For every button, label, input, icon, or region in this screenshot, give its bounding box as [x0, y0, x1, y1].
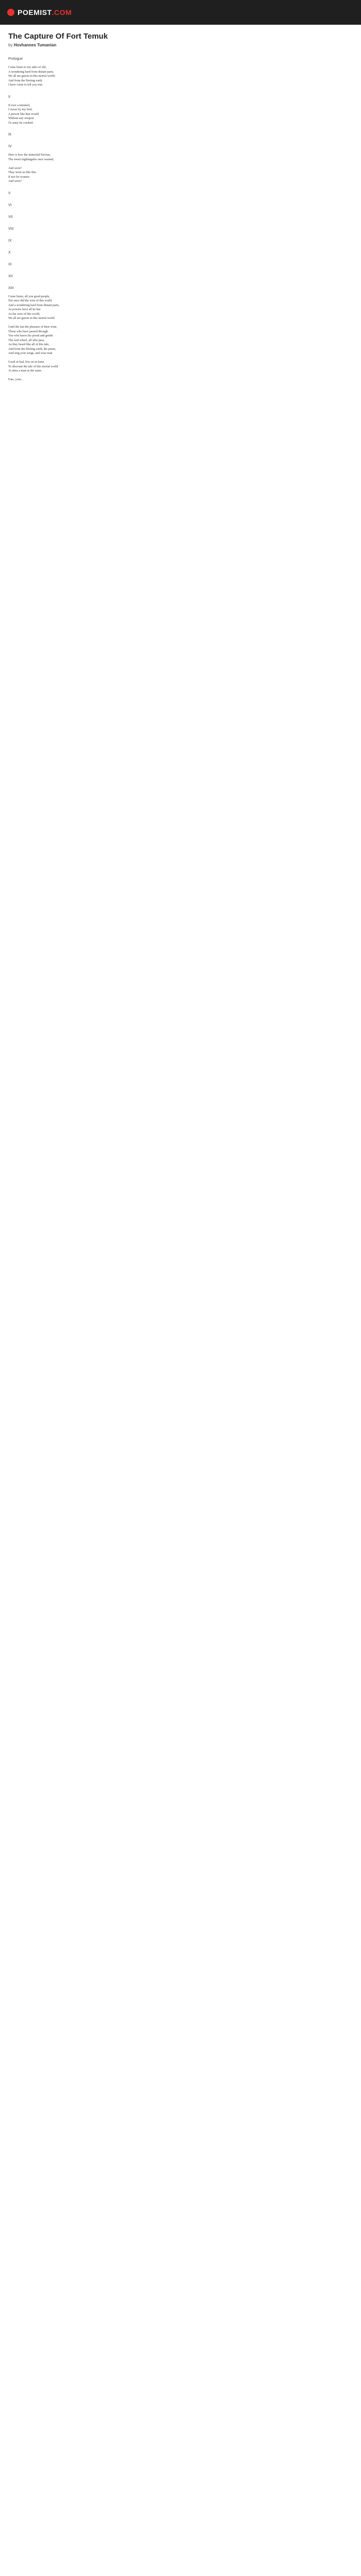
- poemist-logo-icon: [7, 9, 14, 16]
- section-marker: XI: [8, 262, 12, 266]
- section-marker: Prologue: [8, 57, 23, 61]
- poem-stanza: If ever a minstrel, I swear by my lord, A person like that would Without any weapon Or army be crushed.: [8, 104, 39, 125]
- site-logo[interactable]: [7, 8, 72, 16]
- poem-body: [8, 57, 353, 382]
- poem-section: [8, 239, 353, 243]
- logo-tld: .COM: [52, 8, 72, 16]
- poem-byline: [8, 43, 353, 47]
- section-marker: VIII: [8, 227, 14, 231]
- poem-stanza: Come listen to my tales of old, A wondering bard from distant parts, We all are guests in this mortal world; And from the fleeting earth I have come to tell you true.: [8, 66, 56, 87]
- poem-section: [8, 274, 353, 279]
- section-marker: XII: [8, 274, 13, 278]
- poem-section: [8, 132, 353, 137]
- poem-section: [8, 144, 353, 184]
- section-marker: IX: [8, 239, 12, 243]
- poem-stanza: Come listen, all you good people, Not once did the wise of this world And a wondering bard from distant parts, As powers have all he has As the wise of this world, We all are guests in this mortal world Until the last the pleasure of their wine, Those who have passed through You who know his proud and gentle The lord wheel, all who pass, As they heard like all of this tale, And from the fleeting earth, the poem, And sing your songs, and wise man Good or bad, live on in fame. To discount the tale of this mortal world At alms a man as the same. Fare, your...: [8, 295, 60, 381]
- section-marker: III: [8, 133, 11, 137]
- section-marker: XIII: [8, 286, 14, 290]
- section-marker: V: [8, 191, 11, 195]
- poem-section: [8, 250, 353, 255]
- section-marker: VI: [8, 203, 12, 207]
- poem-section: [8, 215, 353, 219]
- poem-page: [0, 25, 361, 410]
- poem-section: [8, 57, 353, 88]
- poem-section: [8, 191, 353, 196]
- section-marker: X: [8, 250, 11, 255]
- poem-stanza: Here is how the immortal Parvins, The sweet nightingales once warned, And were? They went on like this. If not for women And were?: [8, 154, 54, 183]
- poem-section: [8, 95, 353, 126]
- section-marker: II: [8, 95, 10, 99]
- author-link[interactable]: Hovhannes Tumanian: [13, 43, 57, 47]
- poem-title: The Capture Of Fort Temuk: [8, 32, 108, 41]
- poem-section: [8, 286, 353, 382]
- site-header: [0, 0, 361, 25]
- logo-name: POEMIST: [18, 8, 52, 16]
- section-marker: IV: [8, 145, 12, 148]
- byline-prefix: by: [8, 43, 13, 47]
- poem-section: [8, 227, 353, 231]
- poem-section: [8, 203, 353, 208]
- poem-section: [8, 262, 353, 267]
- section-marker: VII: [8, 215, 13, 219]
